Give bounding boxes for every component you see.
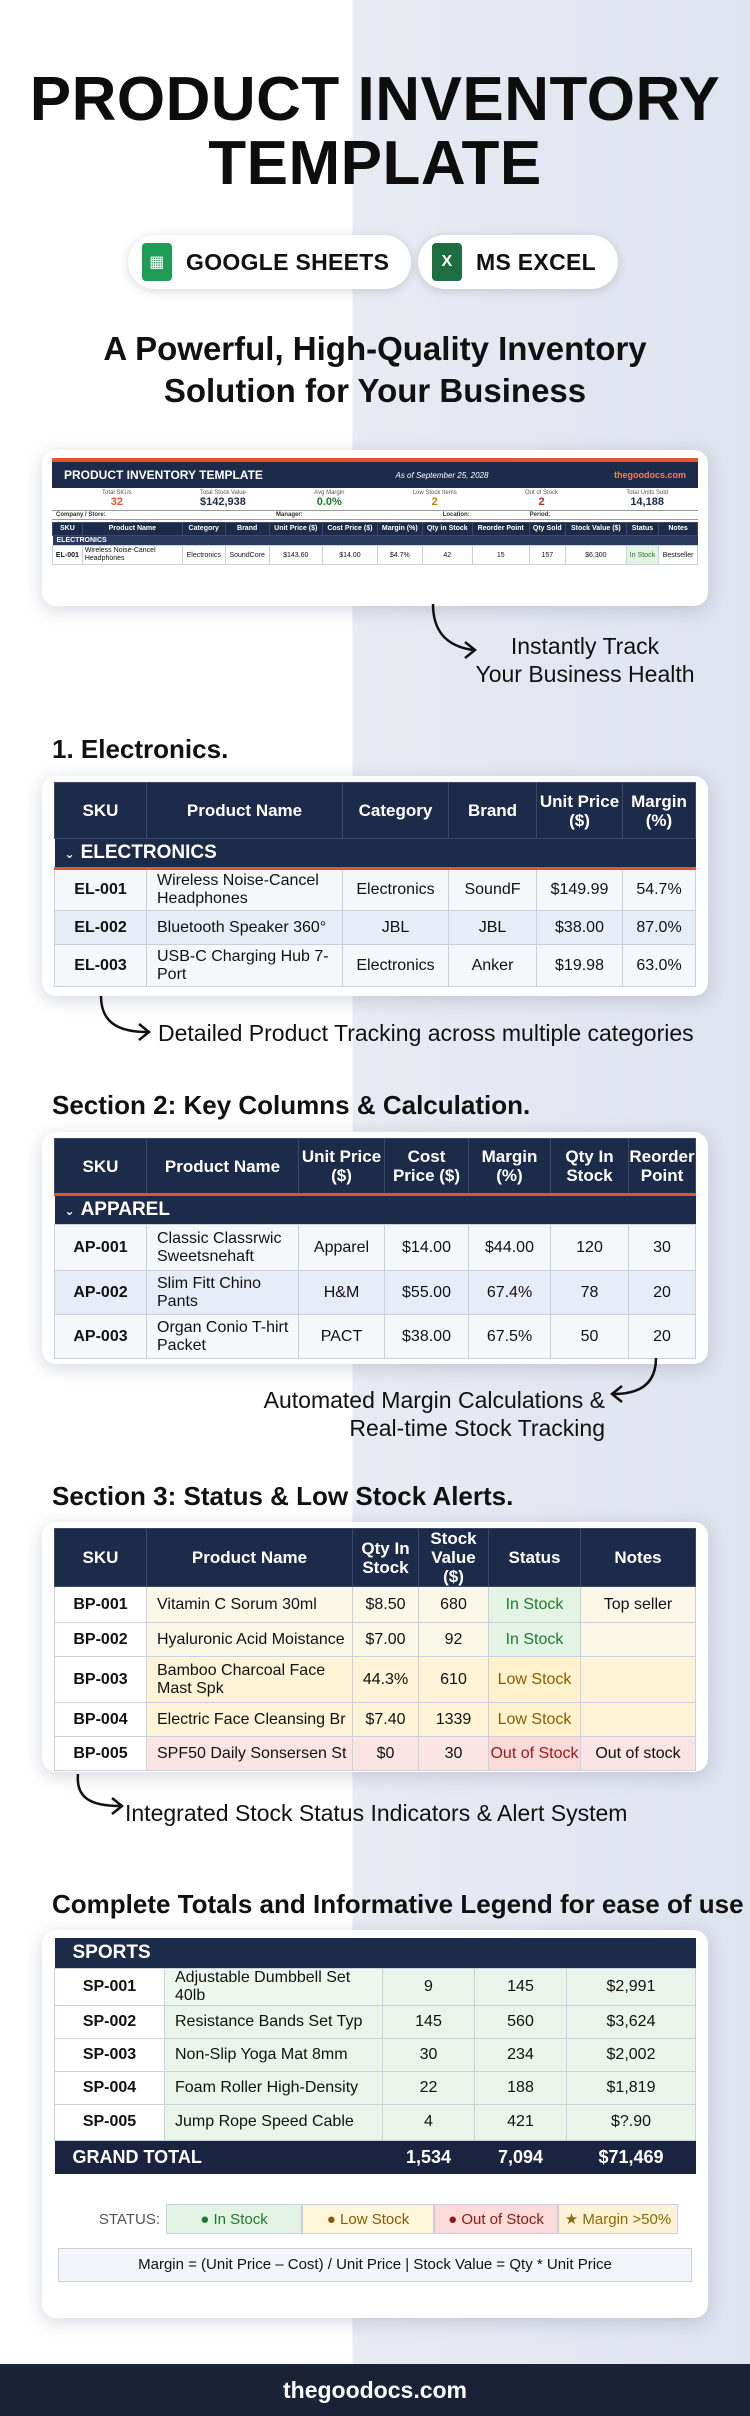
status-badge: Out of Stock: [489, 1737, 581, 1771]
ms-excel-badge[interactable]: [418, 235, 618, 289]
section2-caption: [250, 1386, 605, 1442]
electronics-header-row: SKU Product Name Category Brand Unit Price ($) Margin (%): [55, 783, 696, 839]
table-row[interactable]: SP-003 Non-Slip Yoga Mat 8mm 30 234 $2,002: [55, 2038, 696, 2071]
status-table: [54, 1528, 696, 1771]
kpi-total-skus: Total SKUs 32: [102, 490, 132, 508]
legend-in-stock: ● In Stock: [166, 2204, 302, 2234]
preview-category-row: ELECTRONICS: [53, 536, 698, 546]
kpi-units-sold: Total Units Sold 14,188: [626, 490, 668, 508]
meta-location: Location:: [442, 512, 470, 518]
preview-header-row: SKU Product Name Category Brand Unit Price ($) Cost Price ($) Margin (%) Qty in Stock Reorder Point Qty Sold Stock Value ($) Status Notes: [53, 523, 698, 536]
subtitle: [0, 328, 750, 412]
status-badge: In Stock: [489, 1587, 581, 1623]
page-title: [0, 65, 750, 198]
legend-margin: ★ Margin >50%: [558, 2204, 678, 2234]
preview-kpi-row: [52, 488, 698, 508]
curved-arrow-icon: [608, 1356, 662, 1404]
section3-caption: Integrated Stock Status Indicators & Alert System: [125, 1800, 628, 1826]
electronics-table: [54, 782, 696, 987]
section2-title: Section 2: Key Columns & Calculation.: [52, 1090, 531, 1120]
status-table-card: [42, 1522, 708, 1772]
chevron-down-icon[interactable]: ⌄: [64, 1204, 75, 1218]
table-row[interactable]: BP-003 Bamboo Charcoal Face Mast Spk 44.3% 610 Low Stock: [55, 1657, 696, 1703]
status-header-row: SKU Product Name Qty In Stock Stock Value ($) Status Notes: [55, 1529, 696, 1587]
title-line-2: TEMPLATE: [208, 129, 542, 198]
table-row[interactable]: AP-002 Slim Fitt Chino Pants H&M $55.00 67.4% 78 20: [55, 1271, 696, 1315]
preview-date: As of September 25, 2028: [395, 470, 489, 480]
formula-note: Margin = (Unit Price – Cost) / Unit Price | Stock Value = Qty * Unit Price: [58, 2248, 692, 2282]
curved-arrow-icon: [70, 1772, 130, 1822]
footer-site[interactable]: thegoodocs.com: [0, 2364, 750, 2416]
table-row[interactable]: BP-005 SPF50 Daily Sonsersen St $0 30 Out of Stock Out of stock: [55, 1737, 696, 1771]
legend-label: STATUS:: [98, 2210, 160, 2228]
legend-out-of-stock: ● Out of Stock: [434, 2204, 558, 2234]
preview-header: [52, 458, 698, 488]
kpi-low-stock: Low Stock Items 2: [412, 490, 457, 508]
status-badge: Low Stock: [489, 1657, 581, 1703]
grand-total-row: GRAND TOTAL 1,534 7,094 $71,469: [55, 2140, 696, 2174]
title-line-1: PRODUCT INVENTORY: [29, 65, 721, 134]
table-row[interactable]: EL-002 Bluetooth Speaker 360° JBL JBL $38.00 87.0%: [55, 911, 696, 945]
electronics-table-card: [42, 776, 708, 996]
kpi-out-of-stock: Out of Stock 2: [525, 490, 559, 508]
chevron-down-icon[interactable]: ⌄: [64, 847, 75, 861]
ms-excel-icon: X: [432, 243, 462, 281]
preview-meta-row: [52, 510, 698, 520]
status-badge: In Stock: [489, 1623, 581, 1657]
preview-brand: thegoodocs.com: [613, 470, 686, 480]
table-row[interactable]: SP-004 Foam Roller High-Density 22 188 $1,819: [55, 2071, 696, 2104]
preview-title: PRODUCT INVENTORY TEMPLATE: [64, 468, 263, 482]
table-row[interactable]: SP-002 Resistance Bands Set Typ 145 560 $3,624: [55, 2005, 696, 2038]
section2-caption-line-2: Real-time Stock Tracking: [349, 1415, 605, 1441]
table-row[interactable]: BP-002 Hyaluronic Acid Moistance $7.00 92 In Stock: [55, 1623, 696, 1657]
google-sheets-icon: ▦: [142, 243, 172, 281]
table-row[interactable]: SP-001 Adjustable Dumbbell Set 40lb 9 145 $2,991: [55, 1968, 696, 2005]
kpi-avg-margin: Avg Margin 0.0%: [314, 490, 345, 508]
table-row[interactable]: EL-003 USB-C Charging Hub 7-Port Electronics Anker $19.98 63.0%: [55, 945, 696, 987]
apparel-header-row: SKU Product Name Unit Price ($) Cost Price ($) Margin (%) Qty In Stock Reorder Point: [55, 1139, 696, 1195]
subtitle-line-2: Solution for Your Business: [163, 372, 587, 409]
badge-sheets-label: GOOGLE SHEETS: [186, 248, 390, 275]
table-row[interactable]: AP-003 Organ Conio T-hirt Packet PACT $38.00 67.5% 50 20: [55, 1315, 696, 1359]
section2-caption-line-1: Automated Margin Calculations &: [263, 1387, 605, 1413]
meta-manager: Manager:: [276, 512, 303, 518]
table-row[interactable]: BP-004 Electric Face Cleansing Br $7.40 1339 Low Stock: [55, 1703, 696, 1737]
callout-line-1: Instantly Track: [510, 633, 660, 659]
apparel-table: [54, 1138, 696, 1359]
section1-title: 1. Electronics.: [52, 734, 229, 764]
callout-track-health: [465, 632, 705, 688]
badge-excel-label: MS EXCEL: [476, 248, 596, 275]
kpi-stock-value: Total Stock Value $142,938: [199, 490, 246, 508]
table-row[interactable]: EL-001 Wireless Noise-Cancel Headphones Electronics SoundF $149.99 54.7%: [55, 869, 696, 911]
section4-title: Complete Totals and Informative Legend for ease of use: [52, 1889, 744, 1919]
apparel-table-card: [42, 1132, 708, 1364]
callout-line-2: Your Business Health: [475, 661, 695, 687]
category-row-apparel: ⌄ APPAREL: [55, 1195, 696, 1225]
curved-arrow-icon: [95, 994, 155, 1048]
legend-low-stock: ● Low Stock: [302, 2204, 434, 2234]
section1-caption: Detailed Product Tracking across multiple categories: [158, 1020, 694, 1046]
section3-title: Section 3: Status & Low Stock Alerts.: [52, 1481, 514, 1511]
meta-company: Company / Store:: [56, 512, 106, 518]
meta-period: Period:: [529, 512, 551, 518]
category-row-electronics: ⌄ ELECTRONICS: [55, 839, 696, 869]
template-preview-card: [42, 450, 708, 606]
table-row[interactable]: SP-005 Jump Rope Speed Cable 4 421 $?.90: [55, 2104, 696, 2140]
table-row[interactable]: BP-001 Vitamin C Sorum 30ml $8.50 680 In Stock Top seller: [55, 1587, 696, 1623]
preview-table: [52, 522, 698, 565]
preview-row[interactable]: EL-001 Wireless Noise-Cancel Headphones Electronics SoundCore $143.60 $14.00 $4.7% 42 15 157 $6,300 In Stock Bestseller: [53, 546, 698, 565]
totals-legend-card: [42, 1930, 708, 2318]
subtitle-line-1: A Powerful, High-Quality Inventory: [103, 330, 647, 367]
table-row[interactable]: AP-001 Classic Classrwic Sweetsnehaft Apparel $14.00 $44.00 120 30: [55, 1225, 696, 1271]
status-badge: Low Stock: [489, 1703, 581, 1737]
sports-table: [54, 1938, 696, 2174]
status-legend: [54, 2204, 696, 2234]
category-row-sports: SPORTS: [55, 1938, 696, 1968]
google-sheets-badge[interactable]: [128, 235, 411, 289]
